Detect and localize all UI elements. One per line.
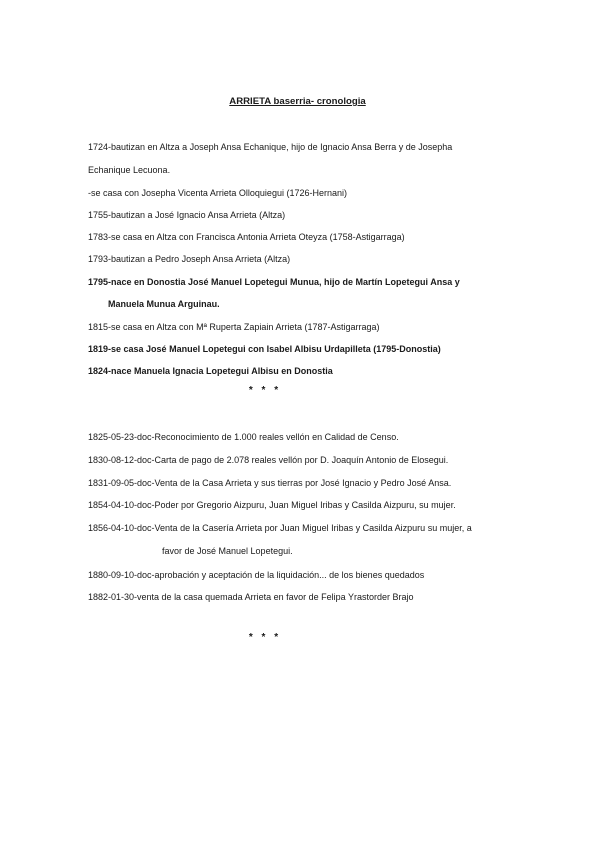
doc-1880: 1880-09-10-doc-aprobación y aceptación de la liquidación... de los bienes quedados xyxy=(88,570,425,580)
doc-1830: 1830-08-12-doc-Carta de pago de 2.078 reales vellón por D. Joaquín Antonio de Elosegui. xyxy=(88,455,449,465)
event-1819: 1819-se casa José Manuel Lopetegui con Isabel Albisu Urdapilleta (1795-Donostia) xyxy=(88,344,441,354)
event-1795: 1795-nace en Donostia José Manuel Lopetegui Munua, hijo de Martín Lopetegui Ansa y xyxy=(88,277,460,287)
section-separator-1: * * * xyxy=(248,385,282,396)
section-separator-2: * * * xyxy=(248,632,282,643)
event-1724: 1724-bautizan en Altza a Joseph Ansa Echanique, hijo de Ignacio Ansa Berra y de Josepha xyxy=(88,142,453,152)
doc-1856-cont: favor de José Manuel Lopetegui. xyxy=(162,546,293,556)
doc-1882: 1882-01-30-venta de la casa quemada Arrieta en favor de Felipa Yrastorder Brajo xyxy=(88,592,414,602)
doc-1831: 1831-09-05-doc-Venta de la Casa Arrieta y sus tierras por José Ignacio y Pedro José Ansa. xyxy=(88,478,452,488)
event-1824: 1824-nace Manuela Ignacia Lopetegui Albisu en Donostia xyxy=(88,366,333,376)
event-1793: 1793-bautizan a Pedro Joseph Ansa Arrieta (Altza) xyxy=(88,254,291,264)
doc-1825: 1825-05-23-doc-Reconocimiento de 1.000 reales vellón en Calidad de Censo. xyxy=(88,432,399,442)
event-1795-cont: Manuela Munua Arguinau. xyxy=(108,299,220,309)
doc-1854: 1854-04-10-doc-Poder por Gregorio Aizpuru, Juan Miguel Iribas y Casilda Aizpuru, su mujer. xyxy=(88,500,456,510)
event-1755: 1755-bautizan a José Ignacio Ansa Arrieta (Altza) xyxy=(88,210,286,220)
event-marriage-1: -se casa con Josepha Vicenta Arrieta Olloquiegui (1726-Hernani) xyxy=(88,188,347,198)
event-1815: 1815-se casa en Altza con Mª Ruperta Zapiain Arrieta (1787-Astigarraga) xyxy=(88,322,380,332)
doc-1856: 1856-04-10-doc-Venta de la Casería Arrieta por Juan Miguel Iribas y Casilda Aizpuru su mujer, a xyxy=(88,523,472,533)
event-1724-cont: Echanique Lecuona. xyxy=(88,165,171,175)
document-title: ARRIETA baserria- cronologia xyxy=(229,96,366,107)
event-1783: 1783-se casa en Altza con Francisca Antonia Arrieta Oteyza (1758-Astigarraga) xyxy=(88,232,405,242)
